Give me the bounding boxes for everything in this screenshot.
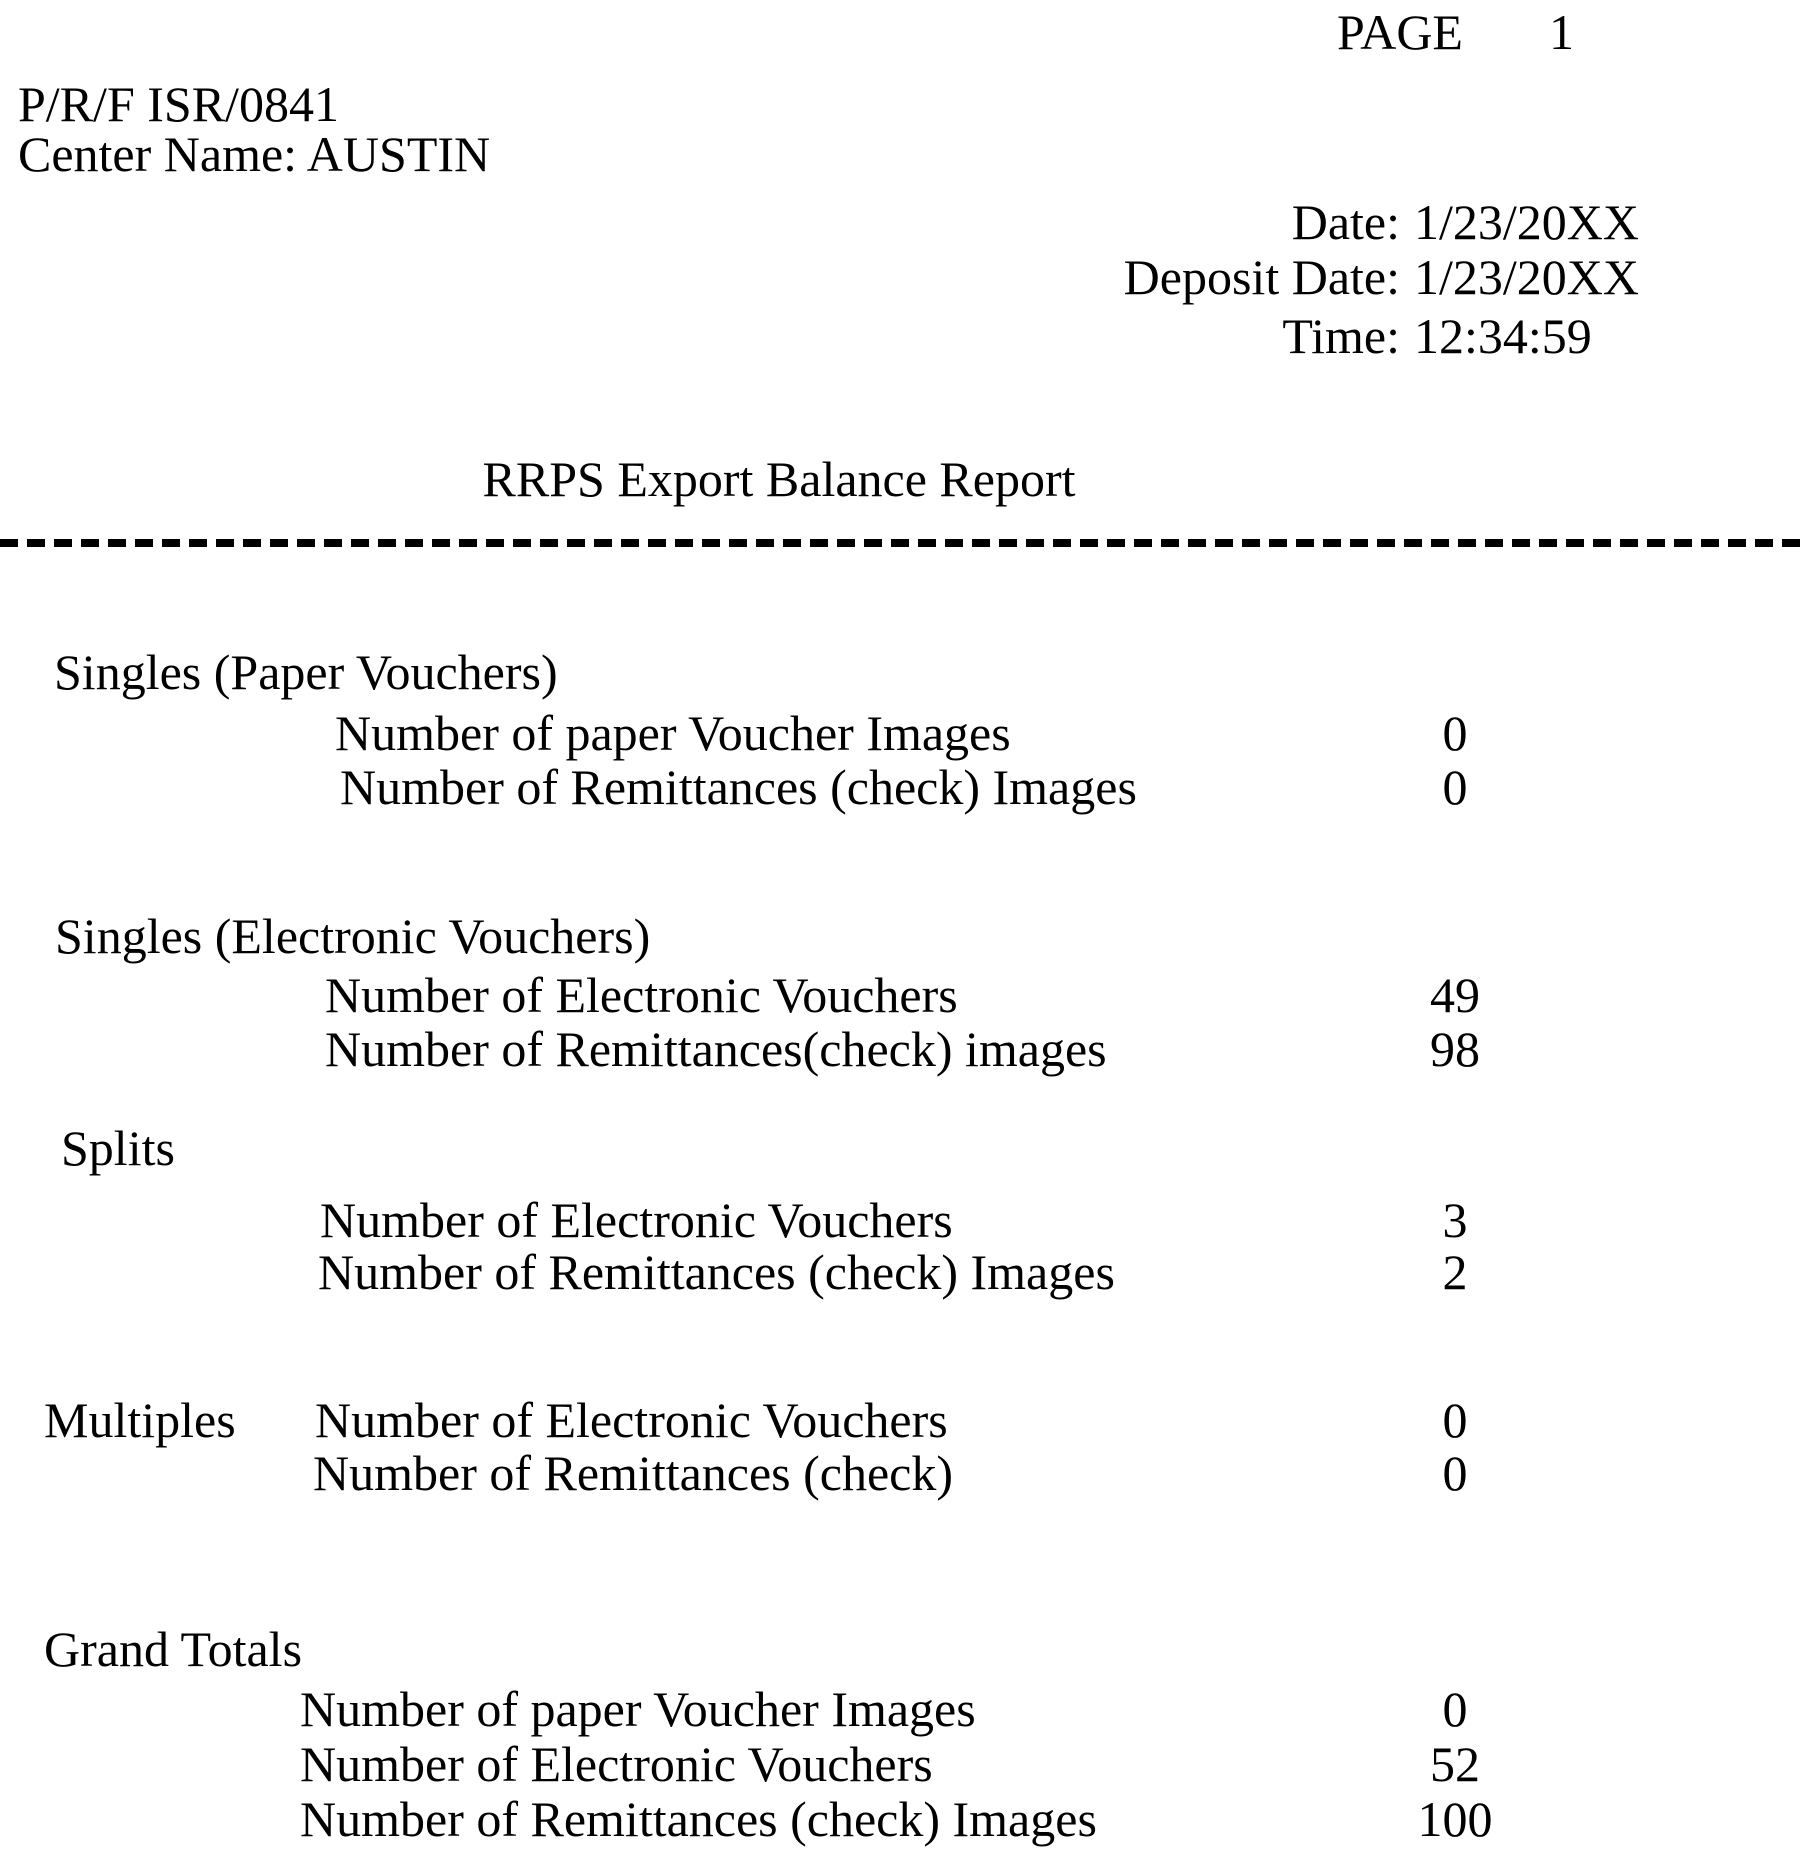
- time-label: Time:: [1282, 308, 1400, 364]
- center-name: Center Name: AUSTIN: [18, 126, 491, 182]
- table-row: [0, 1681, 1801, 1737]
- section-heading: Multiples: [44, 1392, 236, 1448]
- row-value: 52: [1430, 1736, 1480, 1792]
- table-row: [0, 1392, 1801, 1448]
- row-value: 49: [1430, 967, 1480, 1023]
- table-row: [0, 1791, 1801, 1847]
- row-label: Number of Remittances (check): [313, 1445, 954, 1501]
- table-row: [0, 1445, 1801, 1501]
- time-row: [950, 308, 1592, 364]
- row-value: 98: [1430, 1021, 1480, 1077]
- section-heading: Singles (Electronic Vouchers): [55, 908, 651, 964]
- table-row: [0, 1021, 1801, 1077]
- table-row: [0, 967, 1801, 1023]
- page-label: PAGE: [1337, 4, 1463, 60]
- section-heading: Singles (Paper Vouchers): [54, 644, 558, 700]
- deposit-date-value: 1/23/20XX: [1414, 249, 1639, 305]
- row-value: 3: [1442, 1192, 1468, 1248]
- row-value: 0: [1442, 1392, 1468, 1448]
- deposit-date-label: Deposit Date:: [1123, 249, 1400, 305]
- table-row: [0, 1192, 1801, 1248]
- page-number: 1: [1548, 4, 1574, 60]
- deposit-date-row: [950, 249, 1639, 305]
- row-label: Number of paper Voucher Images: [300, 1681, 976, 1737]
- row-label: Number of Remittances (check) Images: [318, 1244, 1115, 1300]
- section-heading: Splits: [61, 1120, 175, 1176]
- row-value: 0: [1442, 705, 1468, 761]
- report-title: RRPS Export Balance Report: [482, 451, 1076, 507]
- row-value: 0: [1442, 759, 1468, 815]
- table-row: [0, 759, 1801, 815]
- row-label: Number of Electronic Vouchers: [325, 967, 958, 1023]
- row-value: 2: [1442, 1244, 1468, 1300]
- dashed-divider: [0, 539, 1801, 547]
- row-label: Number of Electronic Vouchers: [320, 1192, 953, 1248]
- date-value: 1/23/20XX: [1414, 194, 1639, 250]
- time-value: 12:34:59: [1414, 308, 1592, 364]
- table-row: [0, 705, 1801, 761]
- row-label: Number of Remittances(check) images: [325, 1021, 1107, 1077]
- row-label: Number of Electronic Vouchers: [315, 1392, 948, 1448]
- table-row: [0, 1244, 1801, 1300]
- table-row: [0, 1736, 1801, 1792]
- date-label: Date:: [1291, 194, 1400, 250]
- row-label: Number of Electronic Vouchers: [300, 1736, 933, 1792]
- row-value: 100: [1417, 1791, 1493, 1847]
- page-indicator: [1337, 4, 1574, 60]
- row-label: Number of Remittances (check) Images: [340, 759, 1137, 815]
- section-heading: Grand Totals: [44, 1621, 303, 1677]
- date-row: [950, 194, 1639, 250]
- row-value: 0: [1442, 1445, 1468, 1501]
- row-value: 0: [1442, 1681, 1468, 1737]
- row-label: Number of paper Voucher Images: [335, 705, 1011, 761]
- row-label: Number of Remittances (check) Images: [300, 1791, 1097, 1847]
- report-code: P/R/F ISR/0841: [18, 76, 339, 132]
